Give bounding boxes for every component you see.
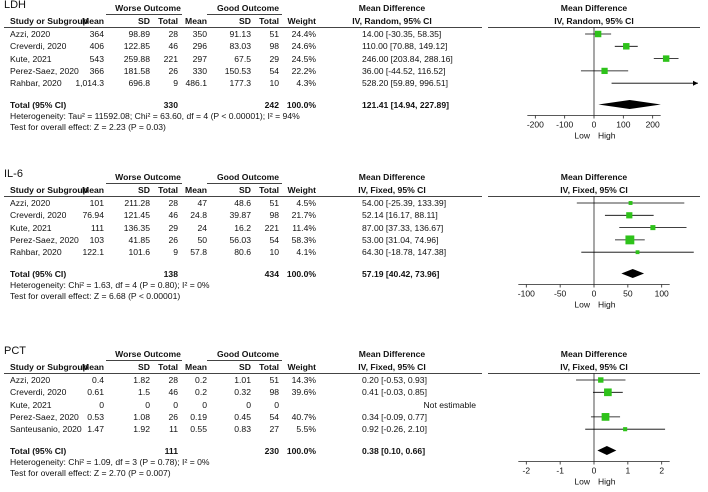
sd-good: 80.6 [234, 247, 251, 258]
total-good: 0 [274, 399, 279, 410]
rule-line [106, 14, 182, 15]
x-tick-label: -200 [526, 119, 544, 130]
total-good: 29 [269, 53, 279, 64]
study-square [625, 235, 634, 244]
header-method-table: IV, Fixed, 95% CI [358, 185, 426, 195]
total-good: 51 [269, 198, 279, 208]
total-worse: 26 [168, 411, 178, 422]
sd-worse: 101.6 [128, 247, 150, 258]
study-name: Kute, 2021 [10, 399, 52, 410]
panel-pct [0, 340, 708, 490]
sd-worse: 0 [145, 399, 150, 410]
total-n-good: 242 [264, 99, 279, 110]
header-sd-worse: SD [138, 16, 150, 26]
total-n-worse: 138 [163, 268, 178, 279]
header-method-plot: IV, Fixed, 95% CI [560, 362, 628, 372]
sd-good: 0.45 [234, 411, 251, 422]
axis-low-label: Low [574, 476, 590, 487]
mean-worse: 1.47 [87, 424, 104, 435]
sd-good: 16.2 [234, 222, 251, 233]
study-square [650, 225, 655, 230]
study-weight: 39.6% [291, 387, 316, 398]
study-name: Rahbar, 2020 [10, 247, 62, 258]
header-total-worse: Total [158, 362, 178, 372]
sd-worse: 136.35 [123, 222, 150, 233]
mean-good: 24 [197, 222, 207, 233]
overall-effect-text: Test for overall effect: Z = 2.70 (P = 0.007) [10, 467, 171, 478]
study-weight: 24.6% [291, 41, 316, 52]
study-weight: 4.3% [296, 78, 316, 89]
mean-good: 0.19 [190, 411, 207, 422]
mean-good: 350 [192, 29, 207, 39]
sd-good: 1.01 [234, 375, 251, 385]
header-mean-good: Mean [185, 362, 207, 372]
axis-low-label: Low [574, 130, 590, 141]
total-weight: 100.0% [286, 99, 316, 110]
pooled-diamond [621, 269, 644, 278]
total-ci: 121.41 [14.94, 227.89] [362, 99, 449, 110]
x-tick-label: 0 [591, 465, 597, 476]
sd-worse: 122.85 [123, 41, 150, 52]
mean-good: 296 [192, 41, 207, 52]
sd-good: 0.83 [234, 424, 251, 435]
study-ci: 54.00 [-25.39, 133.39] [362, 198, 447, 208]
study-square [595, 31, 601, 37]
axis-high-label: High [598, 130, 616, 141]
study-ci: 53.00 [31.04, 74.96] [362, 234, 439, 245]
header-sd-good: SD [239, 16, 251, 26]
study-name: Perez-Saez, 2020 [10, 65, 79, 76]
forest-plot [488, 196, 700, 315]
study-weight: 24.5% [291, 53, 316, 64]
heterogeneity-text: Heterogeneity: Chi² = 1.09, df = 3 (P = 0.78); I² = 0% [10, 456, 210, 467]
study-weight: 22.2% [291, 65, 316, 76]
study-name: Kute, 2021 [10, 222, 52, 233]
group-header-worse: Worse Outcome [115, 349, 181, 359]
x-tick-label: 0 [591, 119, 597, 130]
heterogeneity-text: Heterogeneity: Tau² = 11592.08; Chi² = 63.60, df = 4 (P < 0.00001); I² = 94% [10, 110, 300, 121]
total-good: 10 [269, 78, 279, 89]
header-weight: Weight [287, 362, 316, 372]
total-worse: 29 [168, 222, 178, 233]
study-weight: 58.3% [291, 234, 316, 245]
mean-good: 0.2 [195, 387, 207, 398]
sd-good: 150.53 [224, 65, 251, 76]
group-header-worse: Worse Outcome [115, 3, 181, 13]
pooled-diamond [598, 100, 660, 109]
study-name: Creverdi, 2020 [10, 210, 67, 221]
study-name: Santeusanio, 2020 [10, 424, 82, 435]
total-worse: 46 [168, 41, 178, 52]
header-method-plot: IV, Random, 95% CI [554, 16, 634, 26]
group-header-worse: Worse Outcome [115, 172, 181, 182]
total-worse: 46 [168, 210, 178, 221]
x-tick-label: -50 [554, 288, 567, 299]
total-label: Total (95% CI) [10, 445, 67, 456]
rule-line [207, 360, 282, 361]
header-total-worse: Total [158, 16, 178, 26]
md-header-table: Mean Difference [358, 349, 426, 359]
total-good: 27 [269, 424, 279, 435]
total-worse: 11 [169, 424, 178, 435]
mean-good: 50 [197, 234, 207, 245]
header-weight: Weight [287, 16, 316, 26]
sd-good: 39.87 [229, 210, 251, 221]
header-method-table: IV, Fixed, 95% CI [358, 362, 426, 372]
sd-worse: 696.8 [128, 78, 150, 89]
sd-worse: 1.08 [133, 411, 150, 422]
header-mean-good: Mean [185, 16, 207, 26]
study-square [601, 68, 607, 74]
pooled-diamond [597, 446, 616, 455]
mean-worse: 543 [89, 53, 104, 64]
total-worse: 26 [168, 234, 178, 245]
header-study: Study or Subgroup [10, 16, 88, 26]
study-ci: 14.00 [-30.35, 58.35] [362, 29, 442, 39]
forest-plot [488, 27, 700, 146]
sd-good: 0 [246, 399, 251, 410]
study-weight: 4.1% [296, 247, 316, 258]
study-name: Rahbar, 2020 [10, 78, 62, 89]
total-good: 98 [269, 41, 279, 52]
sd-good: 177.3 [229, 78, 251, 89]
sd-good: 0.32 [234, 387, 251, 398]
total-weight: 100.0% [286, 268, 316, 279]
study-square [663, 55, 669, 61]
sd-worse: 41.85 [128, 234, 150, 245]
rule-line [106, 360, 182, 361]
panel-label: PCT [4, 345, 26, 357]
header-study: Study or Subgroup [10, 362, 88, 372]
rule-line [207, 14, 282, 15]
md-header-table: Mean Difference [358, 3, 426, 13]
axis-low-label: Low [574, 299, 590, 310]
study-weight: 21.7% [291, 210, 316, 221]
sd-worse: 211.28 [124, 198, 150, 208]
mean-worse: 0.53 [87, 411, 104, 422]
total-worse: 9 [173, 247, 178, 258]
total-worse: 28 [168, 198, 178, 208]
x-tick-label: -100 [517, 288, 535, 299]
study-ci: 64.30 [-18.78, 147.38] [362, 247, 447, 258]
study-name: Perez-Saez, 2020 [10, 234, 79, 245]
total-worse: 28 [168, 29, 178, 39]
study-square [604, 388, 612, 396]
panel-ldh [0, 0, 708, 150]
mean-worse: 364 [89, 29, 104, 39]
mean-worse: 76.94 [82, 210, 104, 221]
study-weight: 5.5% [296, 424, 316, 435]
axis-high-label: High [598, 476, 616, 487]
md-header-plot: Mean Difference [560, 3, 628, 13]
total-good: 221 [264, 222, 279, 233]
mean-worse: 122.1 [82, 247, 104, 258]
group-header-good: Good Outcome [216, 172, 280, 182]
mean-good: 47 [197, 198, 207, 208]
study-name: Creverdi, 2020 [10, 41, 67, 52]
mean-good: 486.1 [185, 78, 207, 89]
study-ci: 0.92 [-0.26, 2.10] [362, 424, 427, 435]
mean-good: 0.55 [190, 424, 207, 435]
study-square [629, 201, 633, 205]
mean-worse: 0.4 [92, 375, 104, 385]
study-weight: 40.7% [291, 411, 316, 422]
sd-worse: 1.5 [138, 387, 150, 398]
total-good: 54 [269, 65, 279, 76]
study-weight: 24.4% [291, 29, 316, 39]
sd-worse: 1.82 [133, 375, 150, 385]
total-ci: 57.19 [40.42, 73.96] [362, 268, 440, 279]
sd-worse: 121.45 [123, 210, 150, 221]
panel-label: IL-6 [4, 168, 23, 180]
header-mean-good: Mean [185, 185, 207, 195]
total-weight: 100.0% [286, 445, 316, 456]
header-mean-worse: Mean [82, 362, 104, 372]
total-n-good: 230 [264, 445, 279, 456]
group-header-good: Good Outcome [216, 3, 280, 13]
study-ci: 528.20 [59.89, 996.51] [362, 78, 449, 89]
rule-line [4, 196, 482, 197]
total-worse: 221 [163, 53, 178, 64]
total-n-good: 434 [264, 268, 279, 279]
rule-line [4, 373, 482, 374]
total-label: Total (95% CI) [10, 99, 67, 110]
header-method-plot: IV, Fixed, 95% CI [560, 185, 628, 195]
md-header-plot: Mean Difference [560, 172, 628, 182]
sd-good: 91.13 [229, 29, 251, 39]
total-label: Total (95% CI) [10, 268, 67, 279]
sd-worse: 98.89 [128, 29, 150, 39]
header-sd-good: SD [239, 362, 251, 372]
study-ci: 87.00 [37.33, 136.67] [362, 222, 444, 233]
total-n-worse: 330 [163, 99, 178, 110]
total-worse: 0 [173, 399, 178, 410]
header-weight: Weight [287, 185, 316, 195]
total-n-worse: 111 [164, 445, 178, 456]
total-good: 98 [269, 210, 279, 221]
study-name: Azzi, 2020 [10, 29, 51, 39]
heterogeneity-text: Heterogeneity: Chi² = 1.63, df = 4 (P = 0.80); I² = 0% [10, 279, 210, 290]
study-name: Creverdi, 2020 [10, 387, 67, 398]
header-study: Study or Subgroup [10, 185, 88, 195]
study-ci: 0.34 [-0.09, 0.77] [362, 411, 427, 422]
mean-good: 330 [192, 65, 207, 76]
rule-line [106, 183, 182, 184]
study-ci: 52.14 [16.17, 88.11] [362, 210, 438, 221]
axis-high-label: High [598, 299, 616, 310]
sd-good: 83.03 [229, 41, 251, 52]
total-good: 51 [269, 375, 279, 385]
mean-worse: 101 [89, 198, 104, 208]
study-ci: Not estimable [423, 399, 476, 410]
study-square [623, 43, 629, 49]
study-square [598, 377, 603, 382]
x-tick-label: -100 [556, 119, 574, 130]
study-name: Azzi, 2020 [10, 198, 51, 208]
mean-good: 297 [192, 53, 207, 64]
header-total-worse: Total [158, 185, 178, 195]
x-tick-label: -1 [556, 465, 564, 476]
sd-good: 48.6 [234, 198, 251, 208]
x-tick-label: -2 [522, 465, 531, 476]
mean-worse: 366 [89, 65, 104, 76]
mean-good: 57.8 [190, 247, 207, 258]
x-tick-label: 0 [591, 288, 597, 299]
header-total-good: Total [259, 185, 279, 195]
panel-il-6 [0, 163, 708, 313]
overall-effect-text: Test for overall effect: Z = 6.68 (P < 0.00001) [10, 290, 181, 301]
header-mean-worse: Mean [82, 185, 104, 195]
total-good: 54 [269, 234, 279, 245]
forest-plot [488, 373, 700, 492]
header-total-good: Total [259, 362, 279, 372]
header-mean-worse: Mean [82, 16, 104, 26]
study-ci: 246.00 [203.84, 288.16] [362, 53, 453, 64]
total-worse: 28 [168, 375, 178, 385]
md-header-table: Mean Difference [358, 172, 426, 182]
total-good: 51 [269, 29, 279, 39]
ci-arrow [693, 81, 698, 86]
study-weight: 11.4% [292, 222, 316, 233]
total-good: 54 [269, 411, 279, 422]
panel-label: LDH [4, 0, 27, 11]
total-worse: 26 [168, 65, 178, 76]
study-weight: 4.5% [296, 198, 316, 208]
x-tick-label: 1 [625, 465, 631, 476]
header-total-good: Total [259, 16, 279, 26]
study-name: Kute, 2021 [10, 53, 52, 64]
study-square [636, 250, 640, 254]
rule-line [207, 183, 282, 184]
study-ci: 0.20 [-0.53, 0.93] [362, 375, 427, 385]
mean-worse: 0 [99, 399, 104, 410]
total-good: 10 [269, 247, 279, 258]
x-tick-label: 100 [654, 288, 669, 299]
study-name: Perez-Saez, 2020 [10, 411, 79, 422]
rule-line [4, 27, 482, 28]
study-square [623, 427, 627, 431]
study-square [626, 212, 632, 218]
header-sd-good: SD [239, 185, 251, 195]
mean-worse: 103 [89, 234, 104, 245]
study-square [602, 413, 610, 421]
study-ci: 36.00 [-44.52, 116.52] [362, 65, 446, 76]
sd-good: 67.5 [234, 53, 251, 64]
mean-good: 24.8 [190, 210, 207, 221]
study-ci: 110.00 [70.88, 149.12] [362, 41, 448, 52]
sd-worse: 259.88 [123, 53, 150, 64]
overall-effect-text: Test for overall effect: Z = 2.23 (P = 0.03) [10, 121, 166, 132]
group-header-good: Good Outcome [216, 349, 280, 359]
study-weight: 14.3% [291, 375, 316, 385]
mean-good: 0.2 [195, 375, 207, 385]
total-good: 98 [269, 387, 279, 398]
mean-worse: 1,014.3 [75, 78, 104, 89]
total-worse: 46 [168, 387, 178, 398]
mean-worse: 0.61 [87, 387, 104, 398]
sd-worse: 181.58 [123, 65, 150, 76]
study-ci: 0.41 [-0.03, 0.85] [362, 387, 427, 398]
total-ci: 0.38 [0.10, 0.66] [362, 445, 426, 456]
sd-worse: 1.92 [133, 424, 150, 435]
x-tick-label: 100 [616, 119, 631, 130]
x-tick-label: 2 [659, 465, 665, 476]
header-method-table: IV, Random, 95% CI [352, 16, 432, 26]
x-tick-label: 200 [645, 119, 660, 130]
header-sd-worse: SD [138, 185, 150, 195]
md-header-plot: Mean Difference [560, 349, 628, 359]
sd-good: 56.03 [229, 234, 251, 245]
x-tick-label: 50 [623, 288, 633, 299]
total-worse: 9 [173, 78, 178, 89]
mean-worse: 406 [89, 41, 104, 52]
mean-good: 0 [202, 399, 207, 410]
header-sd-worse: SD [138, 362, 150, 372]
study-name: Azzi, 2020 [10, 375, 51, 385]
mean-worse: 111 [90, 222, 104, 233]
